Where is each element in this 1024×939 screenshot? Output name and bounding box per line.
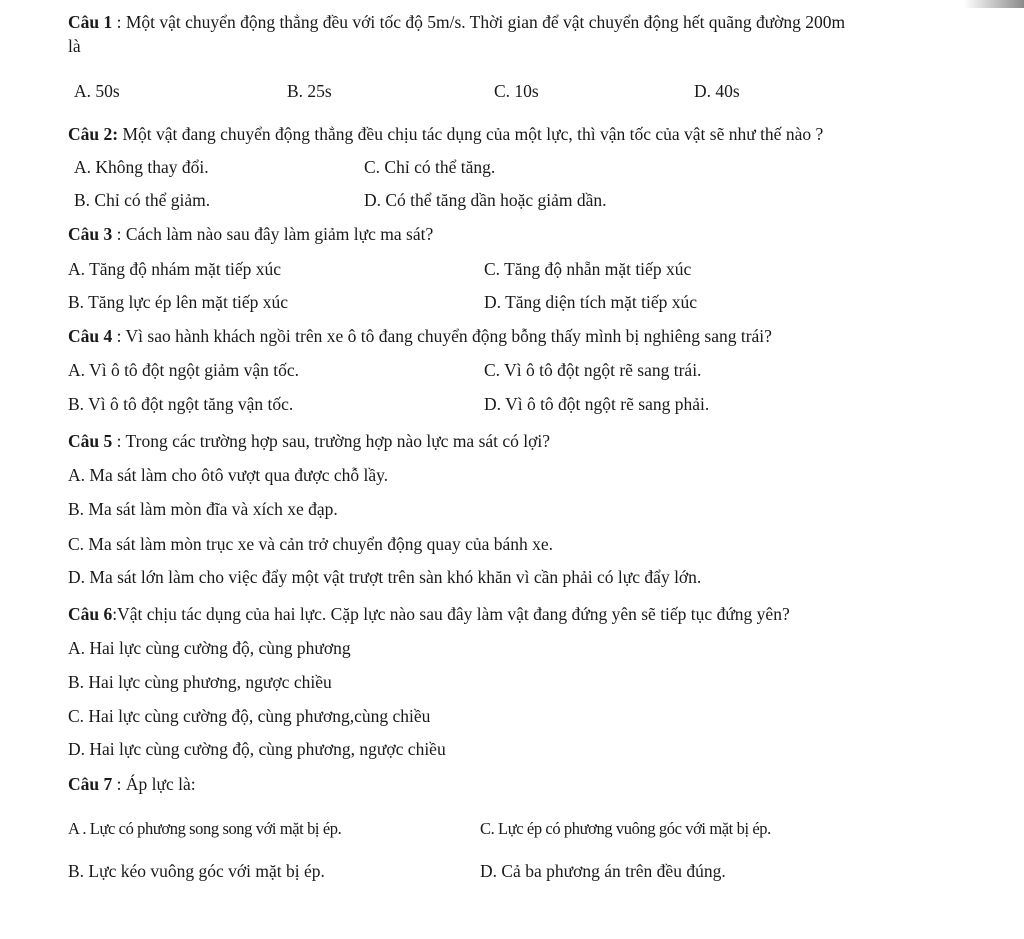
- question-6-option-d[interactable]: D. Hai lực cùng cường độ, cùng phương, ngược chiều: [68, 739, 446, 759]
- question-1-option-c[interactable]: C. 10s: [494, 81, 539, 101]
- question-5-option-d[interactable]: D. Ma sát lớn làm cho việc đẩy một vật trượt trên sàn khó khăn vì cần phải có lực đẩy lớn.: [68, 567, 702, 587]
- question-5-label: Câu 5: [68, 431, 113, 451]
- question-6-option-b[interactable]: B. Hai lực cùng phương, ngược chiều: [68, 672, 332, 692]
- question-7-text: : Áp lực là:: [112, 774, 196, 794]
- question-2-text: Một vật đang chuyển động thẳng đều chịu tác dụng của một lực, thì vận tốc của vật sẽ như thế nào ?: [118, 124, 824, 144]
- question-4-text: : Vì sao hành khách ngồi trên xe ô tô đang chuyển động bỗng thấy mình bị nghiêng sang trái?: [112, 326, 772, 346]
- question-5-option-c[interactable]: C. Ma sát làm mòn trục xe và cản trở chuyển động quay của bánh xe.: [68, 534, 554, 554]
- question-5: [68, 431, 550, 452]
- question-4-option-d[interactable]: D. Vì ô tô đột ngột rẽ sang phải.: [484, 394, 710, 414]
- question-1-option-d[interactable]: D. 40s: [694, 81, 740, 101]
- question-1-option-b[interactable]: B. 25s: [287, 81, 332, 101]
- question-4: [68, 326, 772, 347]
- page-corner-shadow: [964, 0, 1024, 8]
- question-3-option-c[interactable]: C. Tăng độ nhẵn mặt tiếp xúc: [484, 259, 692, 279]
- question-6-option-c[interactable]: C. Hai lực cùng cường độ, cùng phương,cùng chiều: [68, 706, 431, 726]
- question-3-option-b[interactable]: B. Tăng lực ép lên mặt tiếp xúc: [68, 292, 289, 312]
- question-3-text: : Cách làm nào sau đây làm giảm lực ma sát?: [112, 224, 434, 244]
- question-2-option-b[interactable]: B. Chỉ có thể giảm.: [74, 190, 211, 210]
- question-2: [68, 124, 823, 145]
- question-4-option-b[interactable]: B. Vì ô tô đột ngột tăng vận tốc.: [68, 394, 294, 414]
- question-6-label: Câu 6: [68, 604, 113, 624]
- question-2-label: Câu 2:: [68, 124, 119, 144]
- question-7-label: Câu 7: [68, 774, 113, 794]
- question-1-option-a[interactable]: A. 50s: [74, 81, 120, 101]
- question-1-text-cont: là: [68, 36, 81, 56]
- question-6-text: :Vật chịu tác dụng của hai lực. Cặp lực nào sau đây làm vật đang đứng yên sẽ tiếp tục đứng yên?: [112, 604, 790, 624]
- question-6: [68, 604, 790, 625]
- question-6-option-a[interactable]: A. Hai lực cùng cường độ, cùng phương: [68, 638, 351, 658]
- question-3-option-d[interactable]: D. Tăng diện tích mặt tiếp xúc: [484, 292, 698, 312]
- question-2-option-c[interactable]: C. Chỉ có thể tăng.: [364, 157, 496, 177]
- question-1-text: : Một vật chuyển động thẳng đều với tốc độ 5m/s. Thời gian để vật chuyển động hết quãng đường 200m: [112, 12, 846, 32]
- question-7-option-d[interactable]: D. Cả ba phương án trên đều đúng.: [480, 861, 726, 881]
- question-5-option-a[interactable]: A. Ma sát làm cho ôtô vượt qua được chỗ lầy.: [68, 465, 389, 485]
- question-7: [68, 774, 196, 795]
- question-3-label: Câu 3: [68, 224, 113, 244]
- question-3: [68, 224, 433, 245]
- question-4-option-a[interactable]: A. Vì ô tô đột ngột giảm vận tốc.: [68, 360, 300, 380]
- question-5-option-b[interactable]: B. Ma sát làm mòn đĩa và xích xe đạp.: [68, 499, 338, 519]
- question-2-option-a[interactable]: A. Không thay đổi.: [74, 157, 209, 177]
- question-7-option-b[interactable]: B. Lực kéo vuông góc với mặt bị ép.: [68, 861, 325, 881]
- question-2-option-d[interactable]: D. Có thể tăng dần hoặc giảm dần.: [364, 190, 607, 210]
- question-4-option-c[interactable]: C. Vì ô tô đột ngột rẽ sang trái.: [484, 360, 702, 380]
- question-1-label: Câu 1: [68, 12, 113, 32]
- question-3-option-a[interactable]: A. Tăng độ nhám mặt tiếp xúc: [68, 259, 282, 279]
- question-7-option-c[interactable]: C. Lực ép có phương vuông góc với mặt bị ép.: [480, 819, 771, 838]
- question-7-option-a[interactable]: A . Lực có phương song song với mặt bị ép.: [68, 819, 342, 838]
- question-5-text: : Trong các trường hợp sau, trường hợp nào lực ma sát có lợi?: [112, 431, 551, 451]
- question-1: [68, 12, 845, 33]
- question-4-label: Câu 4: [68, 326, 113, 346]
